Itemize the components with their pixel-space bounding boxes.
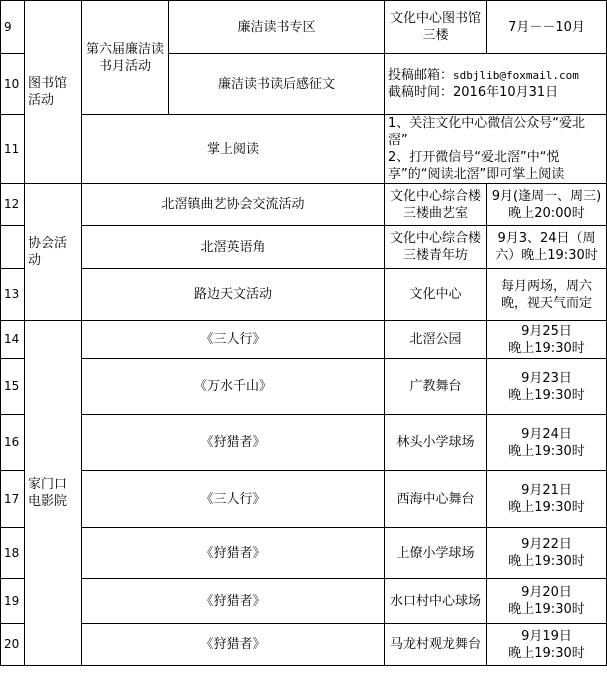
movie-title-cell: 《狩猎者》 bbox=[82, 624, 385, 666]
submission-info-cell bbox=[385, 54, 607, 115]
subcategory-cell: 第六届廉洁读书月活动 bbox=[82, 1, 169, 115]
time-cell: 7月－－10月 bbox=[487, 1, 607, 54]
table-row bbox=[1, 1, 607, 54]
table-row bbox=[1, 269, 607, 321]
date-text: 9月22日 bbox=[521, 537, 572, 552]
venue-cell: 北滘公园 bbox=[385, 321, 487, 359]
venue-cell: 广教舞台 bbox=[385, 359, 487, 415]
date-text: 9月20日 bbox=[521, 585, 572, 600]
time-cell bbox=[487, 528, 607, 579]
time-cell: 每月两场，周六晚，视天气而定 bbox=[487, 269, 607, 321]
movie-title-cell: 《狩猎者》 bbox=[82, 415, 385, 471]
row-number: 9 bbox=[1, 1, 25, 54]
submission-email: sdbjlib@foxmail.com bbox=[453, 69, 579, 82]
category-cell: 协会活动 bbox=[25, 184, 82, 321]
table-row bbox=[1, 321, 607, 359]
movie-title-cell: 《狩猎者》 bbox=[82, 528, 385, 579]
venue-cell: 文化中心图书馆三楼 bbox=[385, 1, 487, 54]
event-cell: 廉洁读书专区 bbox=[169, 1, 385, 54]
venue-cell: 西海中心舞台 bbox=[385, 471, 487, 528]
instructions-cell bbox=[385, 115, 607, 184]
row-number: 13 bbox=[1, 269, 25, 321]
email-label: 投稿邮箱： bbox=[388, 68, 454, 83]
date-text: 9月23日 bbox=[521, 370, 572, 386]
time-cell bbox=[487, 624, 607, 666]
venue-cell: 文化中心综合楼三楼青年坊 bbox=[385, 226, 487, 269]
category-cell: 图书馆活动 bbox=[25, 1, 82, 184]
event-cell: 北滘镇曲艺协会交流活动 bbox=[82, 184, 385, 226]
event-cell: 路边天文活动 bbox=[82, 269, 385, 321]
deadline-text: 截稿时间：2016年10月31日 bbox=[388, 85, 559, 100]
table-row bbox=[1, 624, 607, 666]
row-number: 10 bbox=[1, 54, 25, 115]
venue-cell: 林头小学球场 bbox=[385, 415, 487, 471]
venue-cell: 水口村中心球场 bbox=[385, 579, 487, 624]
event-cell: 廉洁读书读后感征文 bbox=[169, 54, 385, 115]
row-number: 12 bbox=[1, 184, 25, 226]
venue-cell: 文化中心综合楼三楼曲艺室 bbox=[385, 184, 487, 226]
time-cell bbox=[487, 321, 607, 359]
row-number: 11 bbox=[1, 115, 25, 184]
table-row bbox=[1, 359, 607, 415]
showtime-text: 晚上19:30时 bbox=[508, 602, 585, 617]
table-row bbox=[1, 471, 607, 528]
time-cell: 9月(逢周一、周三)晚上20:00时 bbox=[487, 184, 607, 226]
instruction-line-1: 1、关注文化中心微信公众号“爱北滘” bbox=[388, 116, 586, 148]
time-cell: 9月3、24日（周六）晚上19:30时 bbox=[487, 226, 607, 269]
table-row bbox=[1, 115, 607, 184]
date-text: 9月19日 bbox=[521, 628, 572, 644]
row-number: 14 bbox=[1, 321, 25, 359]
time-cell bbox=[487, 471, 607, 528]
movie-title-cell: 《万水千山》 bbox=[82, 359, 385, 415]
showtime-text: 晚上19:30时 bbox=[508, 500, 585, 515]
showtime-text: 晚上19:30时 bbox=[508, 443, 585, 459]
category-cell: 家门口电影院 bbox=[25, 321, 82, 666]
time-cell bbox=[487, 415, 607, 471]
row-number: 19 bbox=[1, 579, 25, 624]
showtime-text: 晚上19:30时 bbox=[508, 645, 585, 661]
instruction-line-2: 2、打开微信号“爱北滘”中“悦享”的“阅读北滘”即可掌上阅读 bbox=[388, 150, 565, 182]
venue-cell: 上僚小学球场 bbox=[385, 528, 487, 579]
movie-title-cell: 《三人行》 bbox=[82, 321, 385, 359]
showtime-text: 晚上19:30时 bbox=[508, 387, 585, 403]
showtime-text: 晚上19:30时 bbox=[508, 554, 585, 569]
table-row bbox=[1, 528, 607, 579]
row-number: 15 bbox=[1, 359, 25, 415]
event-cell: 北滘英语角 bbox=[82, 226, 385, 269]
table-row bbox=[1, 226, 607, 269]
row-number: 20 bbox=[1, 624, 25, 666]
movie-title-cell: 《三人行》 bbox=[82, 471, 385, 528]
movie-title-cell: 《狩猎者》 bbox=[82, 579, 385, 624]
table-row bbox=[1, 415, 607, 471]
table-row bbox=[1, 184, 607, 226]
venue-cell: 马龙村观龙舞台 bbox=[385, 624, 487, 666]
table-row bbox=[1, 579, 607, 624]
event-cell: 掌上阅读 bbox=[82, 115, 385, 184]
date-text: 9月24日 bbox=[521, 426, 572, 442]
date-text: 9月25日 bbox=[521, 323, 572, 339]
date-text: 9月21日 bbox=[521, 483, 572, 498]
time-cell bbox=[487, 579, 607, 624]
row-number: 16 bbox=[1, 415, 25, 471]
row-number: 17 bbox=[1, 471, 25, 528]
time-cell bbox=[487, 359, 607, 415]
row-number: 18 bbox=[1, 528, 25, 579]
showtime-text: 晚上19:30时 bbox=[508, 340, 585, 356]
venue-cell: 文化中心 bbox=[385, 269, 487, 321]
